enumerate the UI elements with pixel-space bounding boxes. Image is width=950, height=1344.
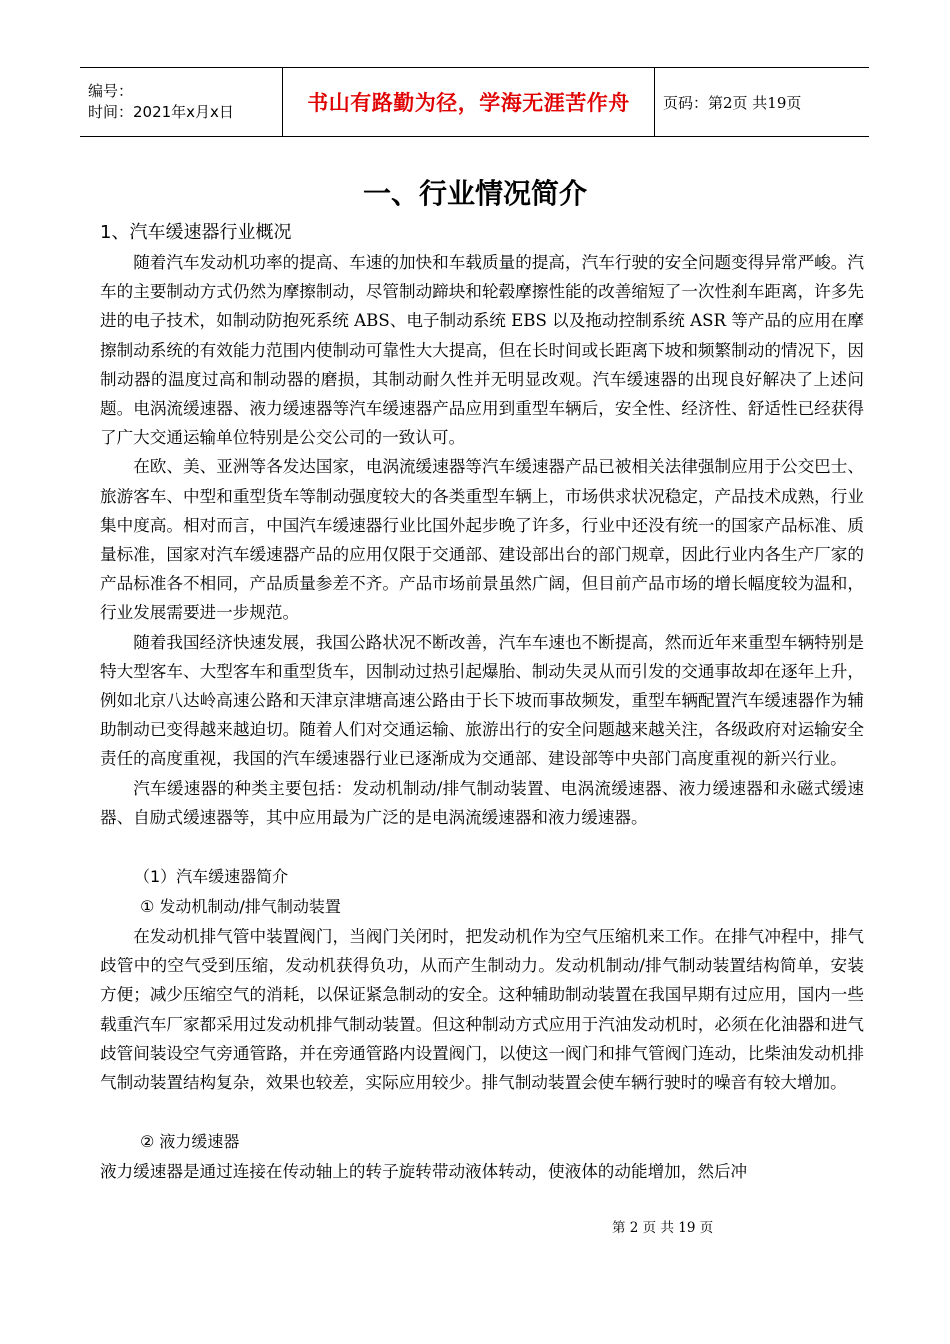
subsection-heading: （1）汽车缓速器简介 (134, 867, 289, 887)
spacer (100, 1097, 864, 1127)
paragraph: 液力缓速器是通过连接在传动轴上的转子旋转带动液体转动，使液体的动能增加，然后冲 (100, 1162, 748, 1182)
page-title: 一、行业情况简介 (362, 177, 587, 210)
item-heading: ① 发动机制动/排气制动装置 (140, 897, 341, 917)
header-motto-cell (282, 68, 655, 136)
header-page-cell (655, 68, 869, 136)
page-info: 页码：第2页 共19页 (663, 93, 802, 112)
motto: 书山有路勤为径，学海无涯苦作舟 (307, 91, 630, 115)
number-label: 编号： (88, 82, 134, 100)
paragraph: 随着我国经济快速发展，我国公路状况不断改善，汽车车速也不断提高，然而近年来重型车辆特别是特大型客车、大型客车和重型货车，因制动过热引起爆胎、制动失灵从而引发的交通事故却在逐年上升，例如北京八达岭高速公路和天津京津塘高速公路由于长下坡而事故频发，重型车辆配置汽车缓速器作为辅助制动已变得越来越迫切。随着人们对交通运输、旅游出行的安全问题越来越关注，各级政府对运输安全责任的高度重视，我国的汽车缓速器行业已逐渐成为交通部、建设部等中央部门高度重视的新兴行业。 (100, 632, 864, 769)
page-header (80, 67, 869, 137)
section-heading: 1、汽车缓速器行业概况 (100, 222, 292, 243)
page-footer: 第 2 页 共 19 页 (612, 1220, 714, 1236)
paragraph: 汽车缓速器的种类主要包括：发动机制动/排气制动装置、电涡流缓速器、液力缓速器和永磁式缓速器、自励式缓速器等，其中应用最为广泛的是电涡流缓速器和液力缓速器。 (100, 778, 864, 827)
document-body (100, 218, 864, 1186)
time-label: 时间：2021年x月x日 (88, 103, 234, 121)
item-heading: ② 液力缓速器 (140, 1132, 240, 1152)
spacer (100, 832, 864, 862)
paragraph: 随着汽车发动机功率的提高、车速的加快和车载质量的提高，汽车行驶的安全问题变得异常严峻。汽车的主要制动方式仍然为摩擦制动，尽管制动蹄块和轮毂摩擦性能的改善缩短了一次性刹车距离，许多先进的电子技术，如制动防抱死系统 ABS、电子制动系统 EBS 以及拖动控制系统 ASR 等产品的应用在摩擦制动系统的有效能力范围内使制动可靠性大大提高，但在长时间或长距离下坡和频繁制动的情况下，因制动器的温度过高和制动器的磨损，其制动耐久性并无明显改观。汽车缓速器的出现良好解决了上述问题。电涡流缓速器、液力缓速器等汽车缓速器产品应用到重型车辆后，安全性、经济性、舒适性已经获得了广大交通运输单位特别是公交公司的一致认可。 (100, 253, 864, 448)
paragraph: 在欧、美、亚洲等各发达国家，电涡流缓速器等汽车缓速器产品已被相关法律强制应用于公交巴士、旅游客车、中型和重型货车等制动强度较大的各类重型车辆上，市场供求状况稳定，产品技术成熟，行业集中度高。相对而言，中国汽车缓速器行业比国外起步晚了许多，行业中还没有统一的国家产品标准、质量标准，国家对汽车缓速器产品的应用仅限于交通部、建设部出台的部门规章，因此行业内各生产厂家的产品标准各不相同，产品质量参差不齐。产品市场前景虽然广阔，但目前产品市场的增长幅度较为温和，行业发展需要进一步规范。 (100, 457, 864, 623)
header-meta (80, 68, 282, 136)
paragraph: 在发动机排气管中装置阀门，当阀门关闭时，把发动机作为空气压缩机来工作。在排气冲程中，排气歧管中的空气受到压缩，发动机获得负功，从而产生制动力。发动机制动/排气制动装置结构简单，安装方便；减少压缩空气的消耗，以保证紧急制动的安全。这种辅助制动装置在我国早期有过应用，国内一些载重汽车厂家都采用过发动机排气制动装置。但这种制动方式应用于汽油发动机时，必须在化油器和进气歧管间装设空气旁通管路，并在旁通管路内设置阀门，以使这一阀门和排气管阀门连动，比柴油发动机排气制动装置结构复杂，效果也较差，实际应用较少。排气制动装置会使车辆行驶时的噪音有较大增加。 (100, 927, 864, 1093)
